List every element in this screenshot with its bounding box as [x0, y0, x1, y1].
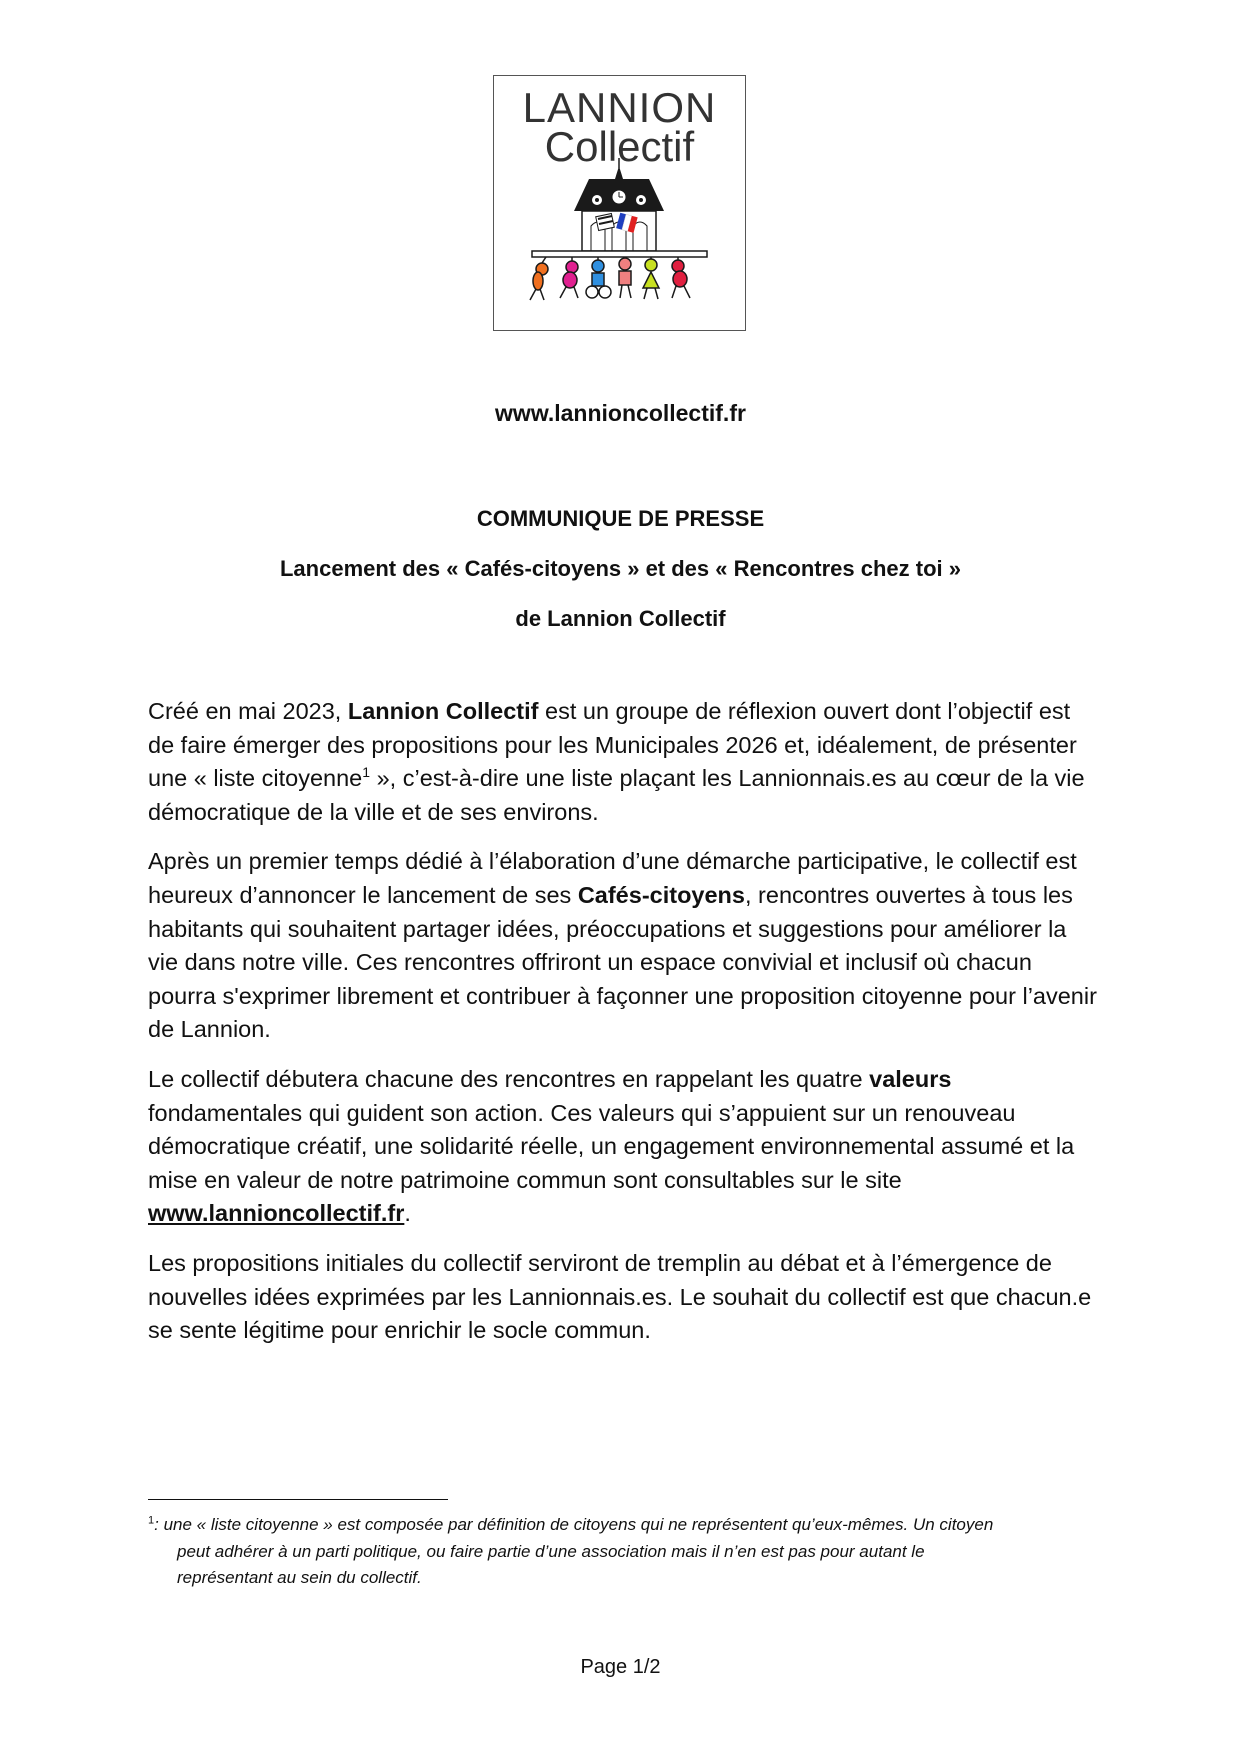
p2-text-c: , rencontres ouvertes à tous les habitants qui souhaitent partager idées, préoccupations et suggestions pour améliorer la vie dans notre ville. Ces rencontres offriront un espace convivial et inclusif où chacun pourra s'exprimer librement et contribuer à façonner une proposition citoyenne pour l’avenir de Lannion.: [148, 881, 1097, 1043]
p1-text-a: Créé en mai 2023,: [148, 698, 348, 724]
p2-bold: Cafés-citoyens: [577, 881, 745, 908]
website-link[interactable]: www.lannioncollectif.fr: [148, 1200, 405, 1227]
footnote-divider: [148, 1499, 448, 1500]
p1-text-c: est un groupe de réflexion ouvert dont l’objectif est de faire émerger des propositions pour les Municipales 2026 et, idéalement, de présenter une « liste citoyenne: [148, 698, 1077, 792]
footnote-ref[interactable]: 1: [362, 764, 371, 781]
footnote-marker: 1: [148, 1514, 155, 1527]
press-release-title: COMMUNIQUE DE PRESSE: [476, 506, 765, 531]
p3-text-c: fondamentales qui guident son action. Ces valeurs qui s’appuient sur un renouveau démocratique créatif, une solidarité réelle, un engagement environnemental assumé et la mise en valeur de notre patrimoine commun sont consultables sur le site: [148, 1099, 1075, 1193]
press-release-subtitle-1: Lancement des « Cafés-citoyens » et des « Rencontres chez toi »: [279, 556, 962, 581]
paragraph-4: Les propositions initiales du collectif serviront de tremplin au débat et à l’émergence de nouvelles idées exprimées par les Lannionnais.es. Le souhait du collectif est que chacun.e se sente légitime pour enrichir le socle commun.: [148, 1249, 1092, 1344]
logo-title-collectif: Collectif: [544, 123, 695, 170]
paragraph-1: [148, 695, 1098, 829]
body-text: [148, 695, 1098, 1364]
lannion-collectif-logo: [493, 75, 746, 331]
footnote-line-3: représentant au sein du collectif.: [177, 1568, 422, 1587]
paragraph-2: [148, 845, 1098, 1047]
p3-text-a: Le collectif débutera chacune des rencontres en rappelant les quatre: [148, 1065, 870, 1092]
page-number: Page 1/2: [580, 1656, 661, 1678]
p1-bold: Lannion Collectif: [347, 698, 539, 724]
p3-bold: valeurs: [869, 1065, 952, 1092]
footnote-line-2: peut adhérer à un parti politique, ou faire partie d’une association mais il n’en est pas pour autant le: [177, 1541, 925, 1561]
paragraph-3: [148, 1063, 1098, 1231]
p1-text-d: », c’est-à-dire une liste plaçant les Lannionnais.es au cœur de la vie démocratique de la ville et de ses environs.: [148, 765, 1085, 825]
press-release-subtitle-2: de Lannion Collectif: [515, 606, 726, 631]
logo-title-lannion: LANNION: [522, 84, 717, 131]
footnote: [148, 1512, 1098, 1592]
p3-text-d: .: [404, 1200, 411, 1227]
footnote-line-1: : une « liste citoyenne » est composée par définition de citoyens qui ne représentent qu’eux-mêmes. Un citoyen: [154, 1515, 994, 1534]
p2-text-a: Après un premier temps dédié à l’élaboration d’une démarche participative, le collectif est heureux d’annoncer le lancement de ses: [148, 848, 1077, 908]
website-url[interactable]: www.lannioncollectif.fr: [495, 400, 746, 426]
